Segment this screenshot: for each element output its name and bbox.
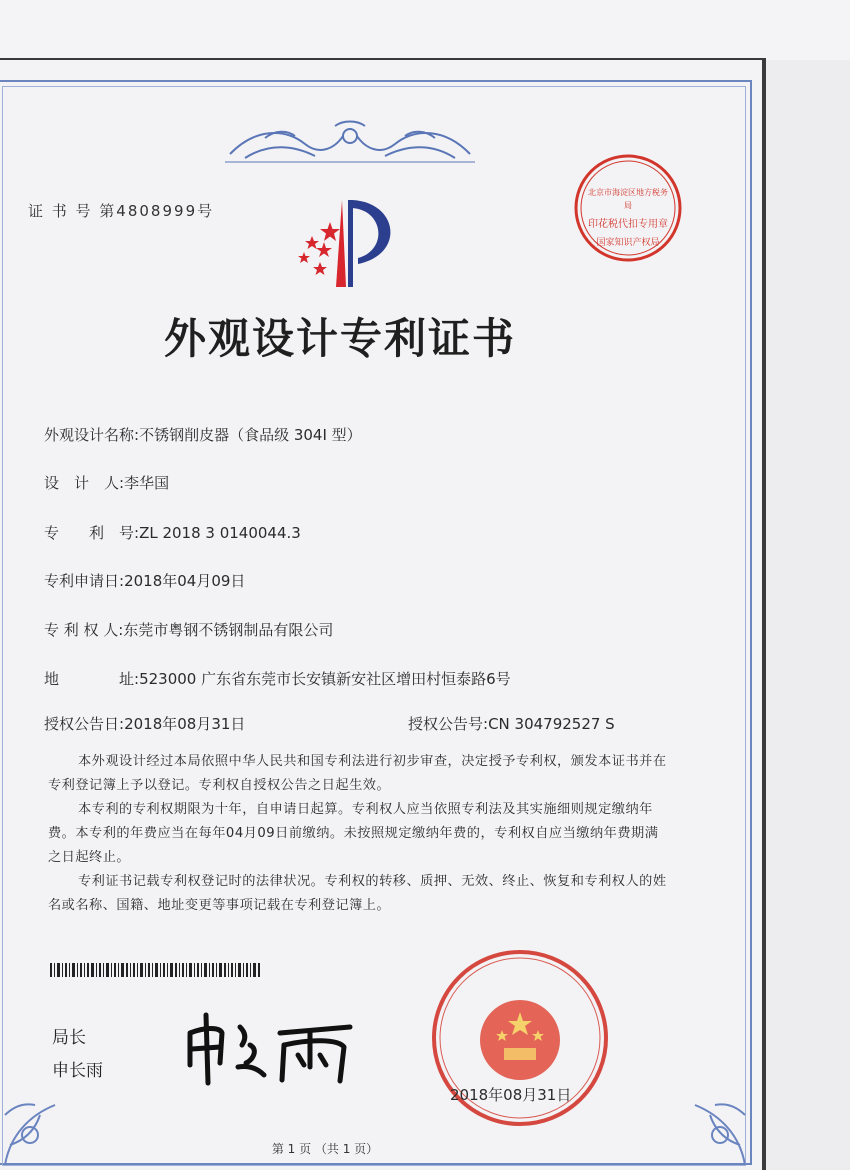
barcode [50,963,260,977]
field-value: 2018年04月09日 [124,572,246,590]
field-label: 外观设计名称: [44,426,140,444]
field-label: 专 利 权 人: [44,621,124,639]
top-ornament [225,118,475,164]
field-grant-date [44,713,245,734]
certificate-number: 证 书 号 第4808999号 [28,202,215,220]
handwritten-signature [180,1005,360,1090]
field-value: 李华国 [124,474,170,492]
body-paragraph: 本外观设计经过本局依照中华人民共和国专利法进行初步审查，决定授予专利权，颁发本证书并在专利登记簿上予以登记。专利权自授权公告之日起生效。 [48,754,667,793]
seal-date: 2018年08月31日 [450,1086,572,1104]
bottom-right-ornament [660,1075,750,1170]
field-label: 专 利 号: [44,524,140,542]
tax-stamp-bottom-text: 国家知识产权局 [596,238,660,248]
certificate-title: 外观设计专利证书 [163,314,516,363]
field-value: CN 304792527 S [488,715,615,733]
field-value: 东莞市粤钢不锈钢制品有限公司 [123,621,334,639]
field-value: 不锈钢削皮器（食品级 304I 型） [139,426,362,444]
field-label: 地 址: [44,670,140,688]
field-patentee [44,619,333,640]
field-value: ZL 2018 3 0140044.3 [139,524,301,542]
field-value: 523000 广东省东莞市长安镇新安社区增田村恒泰路6号 [139,670,511,688]
tax-stamp-center-text: 印花税代扣专用章 [588,219,668,230]
field-designer [44,472,169,493]
signatory-role: 局长 [52,1028,86,1048]
body-paragraph: 本专利的专利权期限为十年，自申请日起算。专利权人应当依照专利法及其实施细则规定缴纳年费。本专利的年费应当在每年04月09日前缴纳。未按照规定缴纳年费的，专利权自应当缴纳年费期满之日起终止。 [48,802,659,865]
scan-background [0,0,850,60]
field-announcement-number [408,713,615,734]
field-patent-number [44,522,301,543]
tax-stamp-ring-text: 北京市海淀区地方税务局 [588,188,668,210]
page-footer: 第 1 页 （共 1 页） [271,1142,379,1156]
signatory-name: 申长雨 [52,1061,103,1081]
field-label: 设 计 人: [44,474,125,492]
field-address [44,668,511,689]
certificate-body [48,750,668,918]
body-paragraph: 专利证书记载专利权登记时的法律状况。专利权的转移、质押、无效、终止、恢复和专利权人的姓名或名称、国籍、地址变更等事项记载在专利登记簿上。 [48,874,667,913]
field-label: 专利申请日: [44,572,125,590]
field-label: 授权公告日: [44,715,125,733]
field-label: 授权公告号: [408,715,489,733]
field-application-date [44,570,245,591]
field-design-name [44,424,362,445]
field-value: 2018年08月31日 [124,715,246,733]
tax-stamp-text [586,186,670,250]
cnipa-logo [286,192,416,297]
